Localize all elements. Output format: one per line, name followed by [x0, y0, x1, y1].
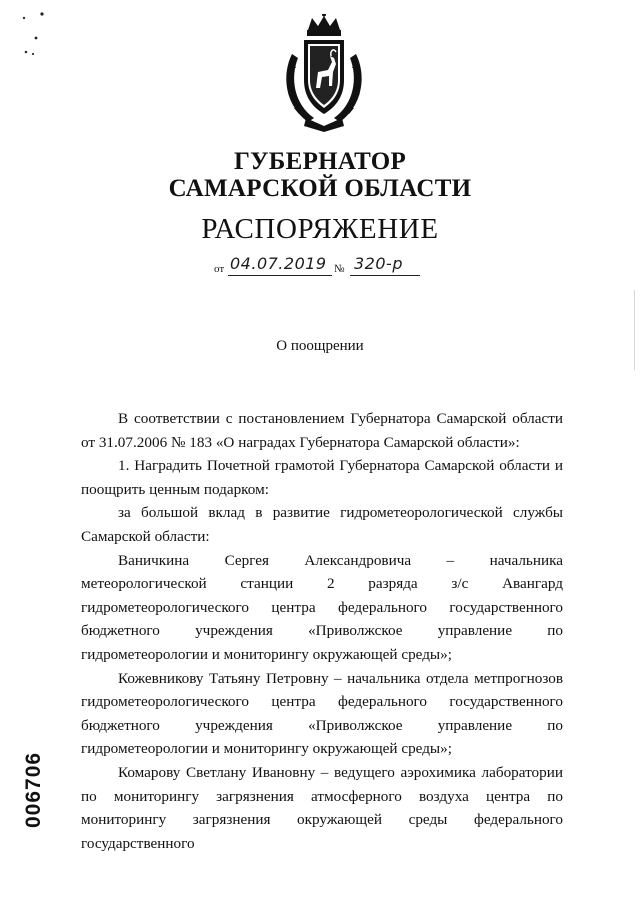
date-number-line: [214, 254, 444, 278]
page-subtitle: САМАРСКОЙ ОБЛАСТИ: [168, 175, 472, 202]
registration-stamp-number: 006706: [22, 751, 45, 828]
number-prefix: №: [334, 263, 345, 275]
number-underline: [350, 275, 420, 276]
paragraph-awardee-1: Ваничкина Сергея Александровича – начальника метеорологической станции 2 разряда з/с Авангард гидрометеорологического центра федерального государственного бюджетного учреждения «Приволжское управление по гидрометеорологии и мониторингу окружающей среды»;: [81, 551, 563, 663]
paragraph-reason: за большой вклад в развитие гидрометеорологической службы Самарской области:: [81, 504, 563, 545]
coat-of-arms-icon: [278, 14, 370, 132]
handwritten-number: 320-р: [354, 254, 403, 273]
date-underline: [228, 275, 332, 276]
date-prefix: от: [214, 263, 225, 275]
paragraph-awardee-3: Комарову Светлану Ивановну – ведущего аэрохимика лаборатории по мониторингу загрязнения атмосферного воздуха центра по мониторингу загрязнения окружающей среды федерального государственного: [81, 763, 563, 852]
page-title: ГУБЕРНАТОР: [233, 148, 407, 175]
paragraph-awardee-2: Кожевникову Татьяну Петровну – начальника отдела метпрогнозов гидрометеорологического центра федерального государственного бюджетного учреждения «Приволжское управление по гидрометеорологии и мониторингу окружающей среды»;: [81, 669, 563, 758]
scan-specks: [14, 8, 50, 68]
document-type: РАСПОРЯЖЕНИЕ: [201, 213, 439, 245]
document-subject: О поощрении: [276, 338, 364, 354]
scan-edge-mark: [634, 290, 635, 370]
handwritten-date: 04.07.2019: [230, 254, 327, 273]
paragraph-basis: В соответствии с постановлением Губернатора Самарской области от 31.07.2006 № 183 «О наградах Губернатора Самарской области»:: [81, 410, 563, 451]
paragraph-award-clause: 1. Наградить Почетной грамотой Губернатора Самарской области и поощрить ценным подарком:: [81, 457, 563, 498]
document-body: [81, 407, 563, 855]
